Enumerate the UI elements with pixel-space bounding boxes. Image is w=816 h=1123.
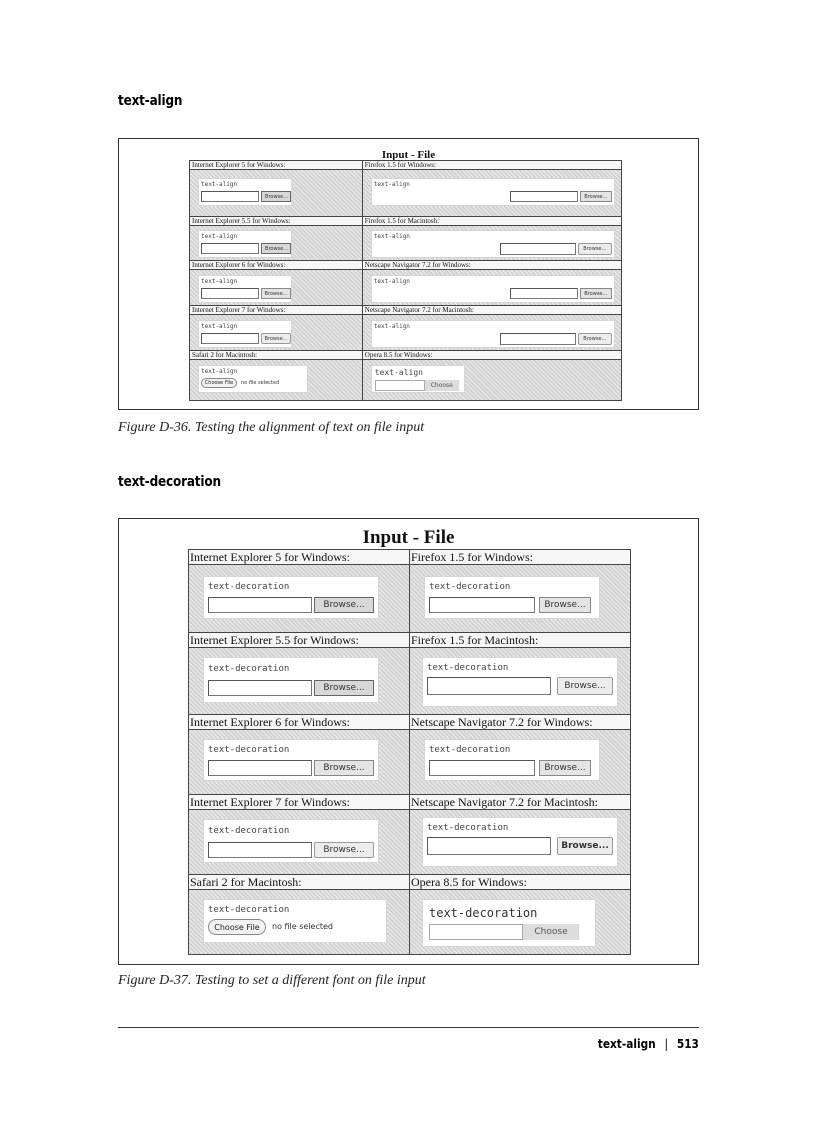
browse-button[interactable]: Browse...	[539, 597, 591, 613]
demo-box	[371, 230, 615, 258]
footer-separator: |	[664, 1037, 669, 1051]
section-heading: text-align	[118, 93, 183, 109]
demo-box	[203, 739, 379, 781]
file-path-input[interactable]	[429, 924, 523, 940]
choose-file-button[interactable]: Choose File	[201, 378, 237, 388]
browser-label: Opera 8.5 for Windows:	[363, 351, 621, 360]
demo-label: text-align	[201, 181, 238, 188]
browser-label: Internet Explorer 6 for Windows:	[190, 261, 362, 270]
browser-label: Safari 2 for Macintosh:	[189, 875, 409, 890]
browser-label: Opera 8.5 for Windows:	[410, 875, 630, 890]
file-path-input[interactable]	[208, 842, 312, 858]
browser-label: Internet Explorer 5 for Windows:	[189, 550, 409, 565]
browser-cell	[190, 351, 363, 401]
demo-box	[371, 178, 615, 206]
no-file-text: no file selected	[241, 380, 280, 386]
browse-button[interactable]: Browse...	[261, 191, 291, 202]
browse-button[interactable]: Browse...	[261, 243, 291, 254]
demo-label: text-decoration	[208, 905, 290, 915]
browser-cell	[410, 715, 631, 795]
demo-label: text-align	[201, 233, 238, 240]
demo-box	[203, 576, 379, 619]
demo-box	[422, 817, 618, 867]
file-path-input[interactable]	[427, 837, 551, 855]
opera-choose-button[interactable]: Choose	[425, 380, 459, 391]
demo-box	[198, 230, 292, 258]
demo-label: text-decoration	[427, 823, 509, 833]
file-path-input[interactable]	[201, 243, 259, 254]
browser-cell	[189, 875, 410, 955]
browser-label: Internet Explorer 6 for Windows:	[189, 715, 409, 730]
demo-label: text-align	[201, 323, 238, 330]
file-path-input[interactable]	[510, 191, 578, 202]
opera-choose-button[interactable]: Choose	[523, 924, 579, 940]
browse-button[interactable]: Browse...	[314, 842, 374, 858]
demo-box	[371, 365, 465, 393]
browse-button[interactable]: Browse...	[557, 837, 613, 855]
browser-label: Firefox 1.5 for Macintosh:	[363, 217, 621, 226]
browser-label: Internet Explorer 7 for Windows:	[189, 795, 409, 810]
browse-button[interactable]: Browse...	[261, 333, 291, 344]
file-path-input[interactable]	[201, 333, 259, 344]
browser-cell	[190, 261, 363, 306]
browser-cell	[410, 550, 631, 633]
browser-cell	[189, 550, 410, 633]
demo-box	[198, 178, 292, 206]
demo-box	[203, 899, 387, 943]
figure-title: Input - File	[362, 527, 455, 548]
browse-button[interactable]: Browse...	[578, 243, 612, 255]
footer-section-name: text-align	[597, 1037, 656, 1051]
browser-cell	[189, 795, 410, 875]
demo-box	[422, 899, 596, 947]
file-path-input[interactable]	[500, 333, 576, 345]
browser-grid	[188, 549, 631, 955]
browser-cell	[363, 306, 622, 351]
browser-cell	[190, 306, 363, 351]
demo-box	[203, 657, 379, 703]
browser-cell	[410, 875, 631, 955]
file-path-input[interactable]	[427, 677, 551, 695]
browse-button[interactable]: Browse...	[314, 760, 374, 776]
demo-box	[198, 275, 292, 303]
browser-label: Internet Explorer 5.5 for Windows:	[190, 217, 362, 226]
browse-button[interactable]: Browse...	[557, 677, 613, 695]
browser-label: Netscape Navigator 7.2 for Windows:	[410, 715, 630, 730]
demo-label: text-align	[201, 368, 238, 375]
browser-label: Netscape Navigator 7.2 for Macintosh:	[363, 306, 621, 315]
browser-cell	[363, 161, 622, 217]
page-footer	[598, 1037, 699, 1051]
browser-label: Netscape Navigator 7.2 for Macintosh:	[410, 795, 630, 810]
browser-label: Firefox 1.5 for Macintosh:	[410, 633, 630, 648]
browse-button[interactable]: Browse...	[314, 597, 374, 613]
demo-label: text-align	[373, 278, 410, 285]
browser-label: Firefox 1.5 for Windows:	[363, 161, 621, 170]
browse-button[interactable]: Browse...	[261, 288, 291, 299]
browser-label: Internet Explorer 5.5 for Windows:	[189, 633, 409, 648]
demo-box	[203, 819, 379, 863]
file-path-input[interactable]	[208, 597, 312, 613]
browse-button[interactable]: Browse...	[539, 760, 591, 776]
file-path-input[interactable]	[500, 243, 576, 255]
file-path-input[interactable]	[208, 680, 312, 696]
browse-button[interactable]: Browse...	[578, 333, 612, 345]
browse-button[interactable]: Browse...	[580, 191, 612, 202]
demo-label: text-align	[373, 323, 410, 330]
file-path-input[interactable]	[429, 597, 535, 613]
browser-cell	[410, 795, 631, 875]
demo-label: text-decoration	[208, 582, 290, 592]
choose-file-button[interactable]: Choose File	[208, 919, 266, 935]
demo-label: text-decoration	[208, 664, 290, 674]
browser-label: Internet Explorer 5 for Windows:	[190, 161, 362, 170]
browser-label: Internet Explorer 7 for Windows:	[190, 306, 362, 315]
browser-cell	[363, 217, 622, 261]
demo-label: text-decoration	[427, 663, 509, 673]
file-path-input[interactable]	[375, 380, 425, 391]
demo-label: text-align	[201, 278, 238, 285]
footer-rule	[118, 1027, 699, 1028]
page-number: 513	[676, 1037, 699, 1051]
section-heading: text-decoration	[118, 474, 221, 490]
browser-grid	[189, 160, 622, 401]
demo-box	[422, 657, 618, 707]
demo-label: text-align	[373, 181, 410, 188]
browser-cell	[363, 261, 622, 306]
figure-caption: Figure D-36. Testing the alignment of text on file input	[118, 420, 425, 435]
browse-button[interactable]: Browse...	[580, 288, 612, 299]
demo-box	[371, 320, 615, 348]
demo-box	[424, 739, 600, 781]
figure-frame	[118, 518, 699, 965]
file-path-input[interactable]	[201, 288, 259, 299]
demo-label: text-align	[373, 233, 410, 240]
demo-label: text-decoration	[208, 826, 290, 836]
browser-cell	[189, 715, 410, 795]
browser-cell	[189, 633, 410, 715]
browser-cell	[190, 217, 363, 261]
browser-cell	[190, 161, 363, 217]
demo-box	[198, 320, 292, 348]
file-path-input[interactable]	[510, 288, 578, 299]
demo-label: text-decoration	[429, 906, 538, 920]
demo-box	[198, 365, 308, 393]
figure-caption: Figure D-37. Testing to set a different font on file input	[118, 973, 426, 988]
demo-label: text-decoration	[208, 745, 290, 755]
demo-label: text-align	[374, 368, 423, 377]
demo-label: text-decoration	[429, 745, 511, 755]
file-path-input[interactable]	[429, 760, 535, 776]
browse-button[interactable]: Browse...	[314, 680, 374, 696]
demo-box	[371, 275, 615, 303]
figure-title: Input - File	[381, 149, 436, 161]
file-path-input[interactable]	[208, 760, 312, 776]
browser-cell	[363, 351, 622, 401]
file-path-input[interactable]	[201, 191, 259, 202]
demo-box	[424, 576, 600, 619]
browser-cell	[410, 633, 631, 715]
browser-label: Safari 2 for Macintosh:	[190, 351, 362, 360]
browser-label: Netscape Navigator 7.2 for Windows:	[363, 261, 621, 270]
no-file-text: no file selected	[272, 922, 334, 931]
figure-frame	[118, 138, 699, 410]
demo-label: text-decoration	[429, 582, 511, 592]
browser-label: Firefox 1.5 for Windows:	[410, 550, 630, 565]
